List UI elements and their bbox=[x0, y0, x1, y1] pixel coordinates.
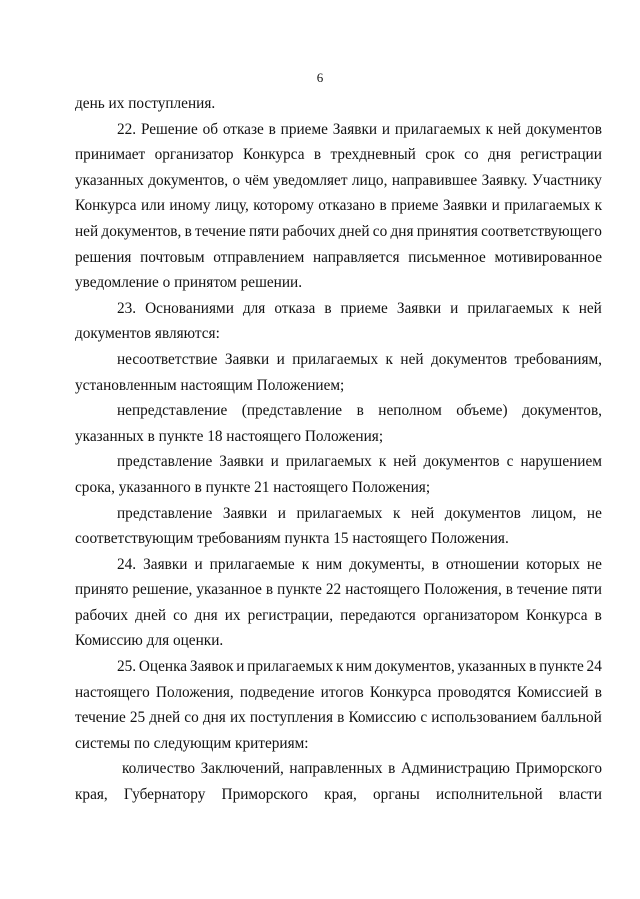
document-body bbox=[75, 91, 602, 808]
text-line: соответствующим требованиям пункта 15 настоящего Положения. bbox=[75, 530, 509, 548]
text-line: 23. Основаниями для отказа в приеме Заявки и прилагаемых к ней bbox=[117, 299, 602, 317]
paragraph bbox=[75, 347, 602, 398]
text-line: непредставление (представление в неполном объеме) документов, bbox=[117, 402, 602, 420]
paragraph bbox=[75, 296, 602, 347]
text-line: принято решение, указанное в пункте 22 настоящего Положения, в течение пяти bbox=[75, 581, 602, 599]
text-line: Конкурса или иному лицу, которому отказано в приеме Заявки и прилагаемых к bbox=[75, 197, 602, 215]
text-line: установленным настоящим Положением; bbox=[75, 376, 345, 394]
text-line: решения почтовым отправлением направляется письменное мотивированное bbox=[75, 248, 602, 266]
text-line: течение 25 дней со дня их поступления в Комиссию с использованием балльной bbox=[75, 709, 602, 727]
text-line: срока, указанного в пункте 21 настоящего Положения; bbox=[75, 478, 431, 496]
text-line: ней документов, в течение пяти рабочих дней со дня принятия соответствующего bbox=[75, 222, 602, 240]
paragraph bbox=[75, 117, 602, 296]
text-line: указанных в пункте 18 настоящего Положения; bbox=[75, 427, 384, 445]
text-line: 24. Заявки и прилагаемые к ним документы, в отношении которых не bbox=[117, 555, 602, 573]
paragraph bbox=[75, 654, 602, 756]
text-line: системы по следующим критериям: bbox=[75, 734, 309, 752]
text-line: количество Заключений, направленных в Администрацию Приморского bbox=[122, 760, 602, 778]
paragraph bbox=[75, 756, 602, 807]
text-line: настоящего Положения, подведение итогов Конкурса проводятся Комиссией в bbox=[75, 683, 602, 701]
paragraph bbox=[75, 449, 602, 500]
text-line: документов являются: bbox=[75, 325, 220, 343]
text-line: 25. Оценка Заявок и прилагаемых к ним документов, указанных в пункте 24 bbox=[117, 658, 602, 676]
text-line: края, Губернатору Приморского края, органы исполнительной власти bbox=[75, 786, 602, 804]
paragraph bbox=[75, 552, 602, 654]
paragraph bbox=[75, 501, 602, 552]
paragraph bbox=[75, 91, 602, 117]
text-line: представление Заявки и прилагаемых к ней документов с нарушением bbox=[117, 453, 602, 471]
text-line: представление Заявки и прилагаемых к ней документов лицом, не bbox=[117, 504, 602, 522]
text-line: 22. Решение об отказе в приеме Заявки и прилагаемых к ней документов bbox=[117, 120, 602, 138]
text-line: указанных документов, о чём уведомляет лицо, направившее Заявку. Участнику bbox=[75, 171, 602, 189]
text-line: Комиссию для оценки. bbox=[75, 632, 224, 650]
page-number: 6 bbox=[316, 70, 324, 85]
text-line: уведомление о принятом решении. bbox=[75, 274, 303, 292]
text-line: день их поступления. bbox=[75, 95, 216, 112]
text-line: принимает организатор Конкурса в трехдневный срок со дня регистрации bbox=[75, 146, 602, 164]
text-line: рабочих дней со дня их регистрации, передаются организатором Конкурса в bbox=[75, 606, 602, 624]
paragraph bbox=[75, 398, 602, 449]
text-line: несоответствие Заявки и прилагаемых к ней документов требованиям, bbox=[117, 350, 602, 368]
